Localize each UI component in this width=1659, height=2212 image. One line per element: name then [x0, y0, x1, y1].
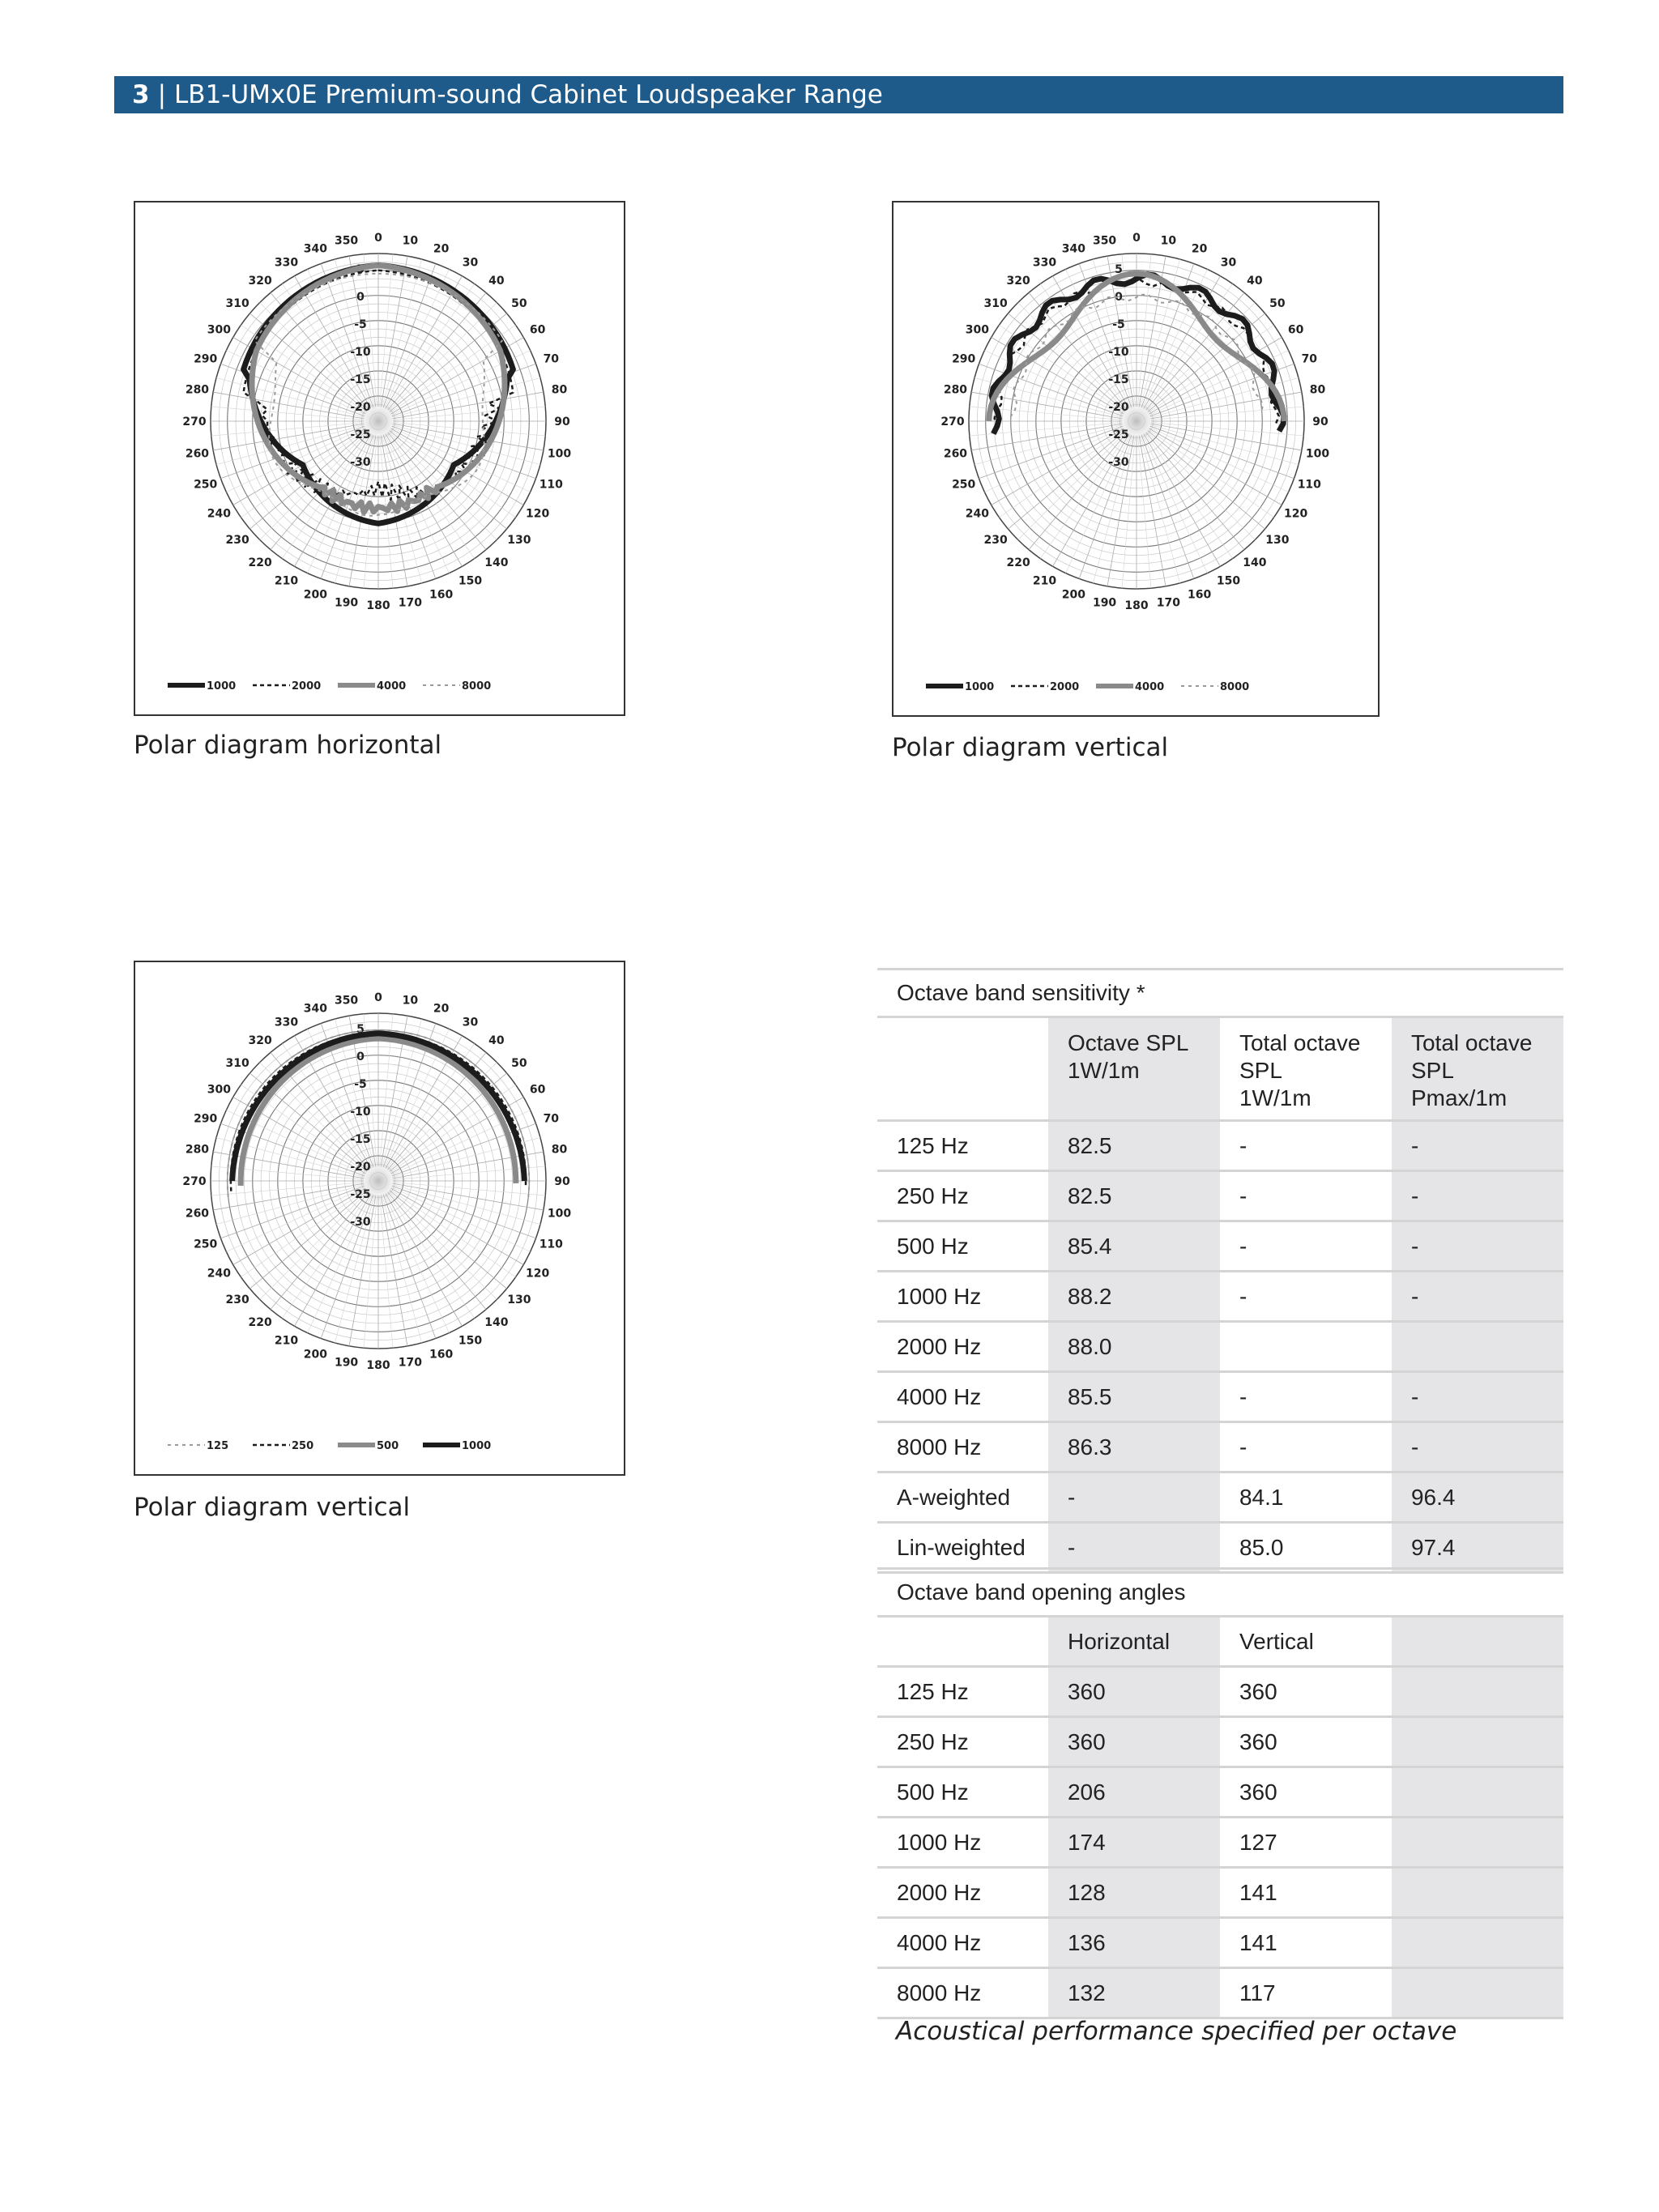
angle-label: 210 [1032, 574, 1057, 588]
angle-label: 100 [1305, 447, 1330, 461]
grid-spoke [1018, 432, 1127, 540]
angle-label: 80 [551, 383, 568, 397]
table-cell: 360 [1220, 1767, 1392, 1818]
angle-label: 350 [1092, 234, 1117, 248]
grid-spoke [1150, 425, 1299, 465]
angle-label: 140 [484, 556, 509, 569]
angle-label: 250 [194, 1238, 218, 1251]
grid-spoke [380, 1196, 393, 1348]
angle-label: 190 [1092, 596, 1117, 610]
db-label: -25 [350, 1188, 371, 1201]
angle-label: 20 [433, 1002, 450, 1016]
table-cell: - [1392, 1121, 1563, 1171]
angle-label: 60 [529, 323, 546, 337]
angle-label: 230 [225, 533, 249, 547]
table-cell: 84.1 [1220, 1473, 1392, 1523]
grid-spoke [392, 1185, 540, 1225]
angle-label: 280 [943, 383, 968, 397]
table-cell: - [1220, 1422, 1392, 1473]
footnote: Acoustical performance specified per octave [896, 2017, 1457, 2046]
angle-label: 50 [511, 297, 527, 311]
angle-label: 70 [543, 1112, 560, 1126]
angle-label: 130 [1265, 533, 1290, 547]
table-title-row [877, 1569, 1563, 1617]
angles-table-title: Octave band opening angles [877, 1569, 1563, 1617]
angle-label: 300 [207, 1083, 232, 1097]
angle-label: 180 [366, 599, 390, 612]
angle-label: 230 [983, 533, 1008, 547]
angle-label: 340 [303, 242, 327, 256]
grid-spoke [282, 1193, 369, 1319]
db-label: 0 [356, 291, 365, 304]
angle-label: 300 [207, 323, 232, 337]
angle-label: 30 [462, 1016, 479, 1029]
grid-spoke [390, 1189, 516, 1276]
grid-spoke [393, 1183, 545, 1196]
legend-label: 1000 [462, 1440, 492, 1452]
header-cell [877, 1617, 1048, 1667]
grid-spoke [211, 1183, 364, 1196]
angle-label: 280 [185, 383, 210, 397]
table-cell: 125 Hz [877, 1121, 1048, 1171]
table-cell: Lin-weighted [877, 1523, 1048, 1573]
header-cell: Octave SPL 1W/1m [1048, 1017, 1220, 1121]
table-cell: 125 Hz [877, 1667, 1048, 1717]
angle-label: 310 [983, 297, 1008, 311]
table-cell: 117 [1220, 1968, 1392, 2018]
db-label: 5 [356, 1023, 365, 1036]
table-cell: 4000 Hz [877, 1372, 1048, 1422]
grid-spoke [392, 377, 540, 417]
polar-caption-vertical-low: Polar diagram vertical [134, 1493, 411, 1522]
table-cell [1392, 1667, 1563, 1717]
angle-label: 190 [334, 596, 359, 610]
header-cell [877, 1017, 1048, 1121]
angle-label: 180 [366, 1359, 390, 1372]
angle-label: 60 [1287, 323, 1304, 337]
grid-spoke [389, 1191, 497, 1300]
sensitivity-table-title: Octave band sensitivity * [877, 970, 1563, 1017]
table-cell: 360 [1048, 1667, 1220, 1717]
table-cell: - [1392, 1221, 1563, 1272]
angle-label: 310 [225, 297, 249, 311]
table-cell: - [1392, 1272, 1563, 1322]
angle-label: 70 [543, 352, 560, 366]
polar-plot [135, 202, 624, 714]
angle-label: 320 [248, 1034, 272, 1048]
table-header-row [877, 1017, 1563, 1121]
table-cell: 85.0 [1220, 1523, 1392, 1573]
angle-label: 250 [952, 478, 976, 492]
angle-label: 160 [429, 588, 454, 602]
angle-label: 210 [274, 574, 299, 588]
legend-label: 4000 [377, 680, 407, 693]
angle-label: 270 [182, 416, 207, 428]
angle-label: 290 [194, 1112, 218, 1126]
table-cell: 141 [1220, 1868, 1392, 1918]
db-label: -10 [350, 346, 371, 359]
polar-diagram-vertical-high [892, 201, 1380, 717]
table-cell: 206 [1048, 1767, 1220, 1818]
angle-label: 260 [185, 447, 210, 461]
grid-spoke [1145, 433, 1232, 559]
db-label: -20 [1108, 401, 1129, 414]
header-cell: Vertical [1220, 1617, 1392, 1667]
angle-label: 140 [1243, 556, 1267, 569]
table-cell: 128 [1048, 1868, 1220, 1918]
angle-label: 190 [334, 1356, 359, 1370]
grid-spoke [393, 407, 545, 420]
header-separator: | [157, 80, 167, 109]
grid-spoke [1138, 436, 1151, 588]
table-cell: - [1220, 1171, 1392, 1221]
db-label: -20 [350, 1161, 371, 1174]
table-cell: 85.5 [1048, 1372, 1220, 1422]
db-label: -10 [1108, 346, 1129, 359]
db-label: -10 [350, 1106, 371, 1119]
angle-label: 0 [374, 991, 382, 1004]
angle-label: 150 [458, 1334, 483, 1348]
table-cell: - [1048, 1473, 1220, 1523]
angle-label: 210 [274, 1334, 299, 1348]
legend-label: 8000 [1220, 681, 1250, 693]
table-cell: 2000 Hz [877, 1868, 1048, 1918]
table-row [877, 1523, 1563, 1573]
angle-label: 70 [1301, 352, 1318, 366]
angle-label: 110 [539, 478, 563, 492]
angle-label: 90 [1312, 416, 1328, 428]
polar-diagram-horizontal [134, 201, 625, 716]
angle-label: 0 [374, 232, 382, 245]
table-cell: 1000 Hz [877, 1272, 1048, 1322]
table-cell: 141 [1220, 1918, 1392, 1968]
grid-spoke [1149, 429, 1274, 517]
table-cell: 360 [1220, 1667, 1392, 1717]
angle-label: 170 [398, 596, 423, 610]
angle-label: 290 [952, 352, 976, 366]
db-label: -15 [1108, 373, 1129, 386]
angle-label: 40 [488, 1034, 505, 1048]
angle-label: 200 [303, 1348, 327, 1362]
grid-spoke [393, 423, 545, 436]
table-cell: - [1392, 1422, 1563, 1473]
table-row [877, 1272, 1563, 1322]
angle-label: 150 [1216, 574, 1241, 588]
legend-label: 2000 [1050, 681, 1080, 693]
db-label: -15 [350, 373, 371, 386]
angle-label: 110 [539, 1238, 563, 1251]
table-cell: 86.3 [1048, 1422, 1220, 1473]
angle-label: 100 [547, 1207, 572, 1221]
table-cell [1392, 1868, 1563, 1918]
table-cell: 360 [1048, 1717, 1220, 1767]
legend-label: 8000 [462, 680, 492, 693]
angle-label: 170 [1156, 596, 1181, 610]
polar-diagram-vertical-low [134, 961, 625, 1476]
table-cell [1392, 1322, 1563, 1372]
header-cell: Total octave SPL 1W/1m [1220, 1017, 1392, 1121]
grid-spoke [216, 377, 365, 417]
angle-label: 30 [1220, 256, 1237, 270]
angle-label: 10 [402, 234, 419, 248]
angle-label: 240 [207, 507, 232, 521]
grid-spoke [382, 1195, 422, 1343]
grid-spoke [1141, 435, 1180, 583]
page-header-bar [114, 76, 1563, 113]
table-cell: 132 [1048, 1968, 1220, 2018]
angle-label: 100 [547, 447, 572, 461]
table-cell: A-weighted [877, 1473, 1048, 1523]
db-label: -30 [350, 1216, 371, 1229]
angle-label: 10 [1160, 234, 1177, 248]
table-cell: - [1220, 1272, 1392, 1322]
table-cell: - [1392, 1372, 1563, 1422]
table-row [877, 1717, 1563, 1767]
table-row [877, 1667, 1563, 1717]
grid-spoke [970, 423, 1122, 436]
legend-label: 125 [207, 1440, 229, 1452]
db-label: -5 [354, 1078, 367, 1091]
angle-label: 160 [429, 1348, 454, 1362]
table-cell: - [1220, 1121, 1392, 1171]
table-header-row [877, 1617, 1563, 1667]
angle-label: 240 [207, 1267, 232, 1281]
angle-label: 220 [248, 1315, 272, 1329]
angle-label: 40 [488, 275, 505, 288]
angle-label: 350 [334, 234, 359, 248]
page-number: 3 [132, 80, 150, 109]
angle-label: 0 [1132, 232, 1141, 245]
angle-label: 90 [554, 1175, 570, 1188]
table-cell [1220, 1322, 1392, 1372]
polar-caption-vertical-high: Polar diagram vertical [892, 733, 1169, 762]
legend-label: 1000 [965, 681, 995, 693]
table-cell: 360 [1220, 1717, 1392, 1767]
angle-label: 240 [965, 507, 990, 521]
table-cell [1392, 1818, 1563, 1868]
angle-label: 150 [458, 574, 483, 588]
legend-label: 4000 [1135, 681, 1165, 693]
angle-label: 80 [1309, 383, 1326, 397]
angle-label: 260 [943, 447, 968, 461]
table-row [877, 1171, 1563, 1221]
table-cell: - [1048, 1523, 1220, 1573]
angle-label: 50 [511, 1057, 527, 1071]
grid-spoke [260, 1191, 369, 1300]
db-label: 0 [1115, 291, 1123, 304]
table-cell [1392, 1968, 1563, 2018]
angle-label: 270 [940, 416, 965, 428]
angle-label: 170 [398, 1356, 423, 1370]
db-label: -20 [350, 401, 371, 414]
angle-label: 290 [194, 352, 218, 366]
db-label: -15 [350, 1133, 371, 1146]
table-cell [1392, 1767, 1563, 1818]
table-cell: 250 Hz [877, 1717, 1048, 1767]
angle-label: 330 [274, 256, 299, 270]
angle-label: 120 [1283, 507, 1308, 521]
angle-label: 130 [507, 1293, 531, 1306]
table-row [877, 1372, 1563, 1422]
table-cell: 1000 Hz [877, 1818, 1048, 1868]
grid-spoke [382, 259, 422, 407]
angle-label: 270 [182, 1175, 207, 1188]
grid-spoke [216, 1185, 365, 1225]
table-cell: - [1220, 1221, 1392, 1272]
table-cell: 174 [1048, 1818, 1220, 1868]
angle-label: 320 [248, 275, 272, 288]
db-label: -30 [350, 456, 371, 469]
table-cell: 96.4 [1392, 1473, 1563, 1523]
table-cell: 4000 Hz [877, 1918, 1048, 1968]
angle-label: 320 [1006, 275, 1030, 288]
grid-spoke [211, 407, 364, 420]
table-title-row [877, 970, 1563, 1017]
table-cell: - [1220, 1372, 1392, 1422]
angle-label: 340 [303, 1002, 327, 1016]
angle-label: 30 [462, 256, 479, 270]
table-cell: 500 Hz [877, 1767, 1048, 1818]
table-cell: 88.2 [1048, 1272, 1220, 1322]
polar-caption-horizontal: Polar diagram horizontal [134, 731, 442, 760]
header-cell: Horizontal [1048, 1617, 1220, 1667]
table-cell: - [1392, 1171, 1563, 1221]
db-label: -5 [354, 318, 367, 331]
angle-label: 140 [484, 1315, 509, 1329]
angle-label: 120 [525, 507, 550, 521]
angle-label: 20 [433, 242, 450, 256]
grid-spoke [380, 254, 393, 407]
legend-label: 250 [292, 1440, 314, 1452]
angle-label: 50 [1269, 297, 1286, 311]
angle-label: 20 [1191, 242, 1208, 256]
angle-label: 40 [1247, 275, 1263, 288]
grid-spoke [386, 1193, 474, 1319]
opening-angles-table [877, 1567, 1563, 2019]
polar-plot [135, 962, 624, 1474]
db-label: -25 [1108, 428, 1129, 441]
angle-label: 110 [1297, 478, 1321, 492]
header-cell: Total octave SPL Pmax/1m [1392, 1017, 1563, 1121]
table-cell: 500 Hz [877, 1221, 1048, 1272]
table-cell: 8000 Hz [877, 1968, 1048, 2018]
angle-label: 330 [274, 1016, 299, 1029]
table-row [877, 1473, 1563, 1523]
angle-label: 200 [303, 588, 327, 602]
table-row [877, 1868, 1563, 1918]
grid-spoke [1147, 432, 1256, 540]
grid-spoke [241, 1189, 366, 1276]
angle-label: 60 [529, 1083, 546, 1097]
db-label: -5 [1112, 318, 1125, 331]
angle-label: 330 [1032, 256, 1057, 270]
table-cell: 97.4 [1392, 1523, 1563, 1573]
table-cell: 85.4 [1048, 1221, 1220, 1272]
angle-label: 250 [194, 478, 218, 492]
table-row [877, 1121, 1563, 1171]
table-row [877, 1221, 1563, 1272]
table-row [877, 1968, 1563, 2018]
table-cell: 8000 Hz [877, 1422, 1048, 1473]
db-label: 5 [356, 263, 365, 276]
angle-label: 120 [525, 1267, 550, 1281]
table-cell: 250 Hz [877, 1171, 1048, 1221]
angle-label: 80 [551, 1143, 568, 1157]
angle-label: 130 [507, 533, 531, 547]
document-title: LB1-UMx0E Premium-sound Cabinet Loudspeaker Range [174, 80, 883, 109]
angle-label: 260 [185, 1207, 210, 1221]
angle-label: 230 [225, 1293, 249, 1306]
db-label: 0 [356, 1051, 365, 1063]
angle-label: 90 [554, 416, 570, 428]
angle-label: 180 [1124, 599, 1149, 612]
table-cell: 136 [1048, 1918, 1220, 1968]
polar-plot [893, 202, 1378, 715]
angle-label: 10 [402, 994, 419, 1008]
table-row [877, 1818, 1563, 1868]
angle-label: 200 [1061, 588, 1085, 602]
legend-label: 1000 [207, 680, 237, 693]
table-row [877, 1918, 1563, 1968]
grid-spoke [211, 423, 364, 436]
table-cell: 127 [1220, 1818, 1392, 1868]
table-row [877, 1322, 1563, 1372]
table-cell: 2000 Hz [877, 1322, 1048, 1372]
db-label: -25 [350, 428, 371, 441]
table-cell: 82.5 [1048, 1171, 1220, 1221]
table-cell: 88.0 [1048, 1322, 1220, 1372]
header-cell [1392, 1617, 1563, 1667]
angle-label: 340 [1061, 242, 1085, 256]
angle-label: 310 [225, 1057, 249, 1071]
angle-label: 160 [1188, 588, 1212, 602]
grid-spoke [1040, 433, 1128, 559]
db-label: -30 [1108, 456, 1129, 469]
table-cell [1392, 1717, 1563, 1767]
angle-label: 300 [965, 323, 990, 337]
angle-label: 220 [248, 556, 272, 569]
table-cell [1392, 1918, 1563, 1968]
table-cell: 82.5 [1048, 1121, 1220, 1171]
grid-spoke [999, 429, 1124, 517]
angle-label: 350 [334, 994, 359, 1008]
angle-label: 280 [185, 1143, 210, 1157]
sensitivity-table [877, 968, 1563, 1574]
table-row [877, 1767, 1563, 1818]
angle-label: 220 [1006, 556, 1030, 569]
table-row [877, 1422, 1563, 1473]
legend-label: 2000 [292, 680, 322, 693]
db-label: 5 [1115, 263, 1123, 276]
legend-label: 500 [377, 1440, 399, 1452]
